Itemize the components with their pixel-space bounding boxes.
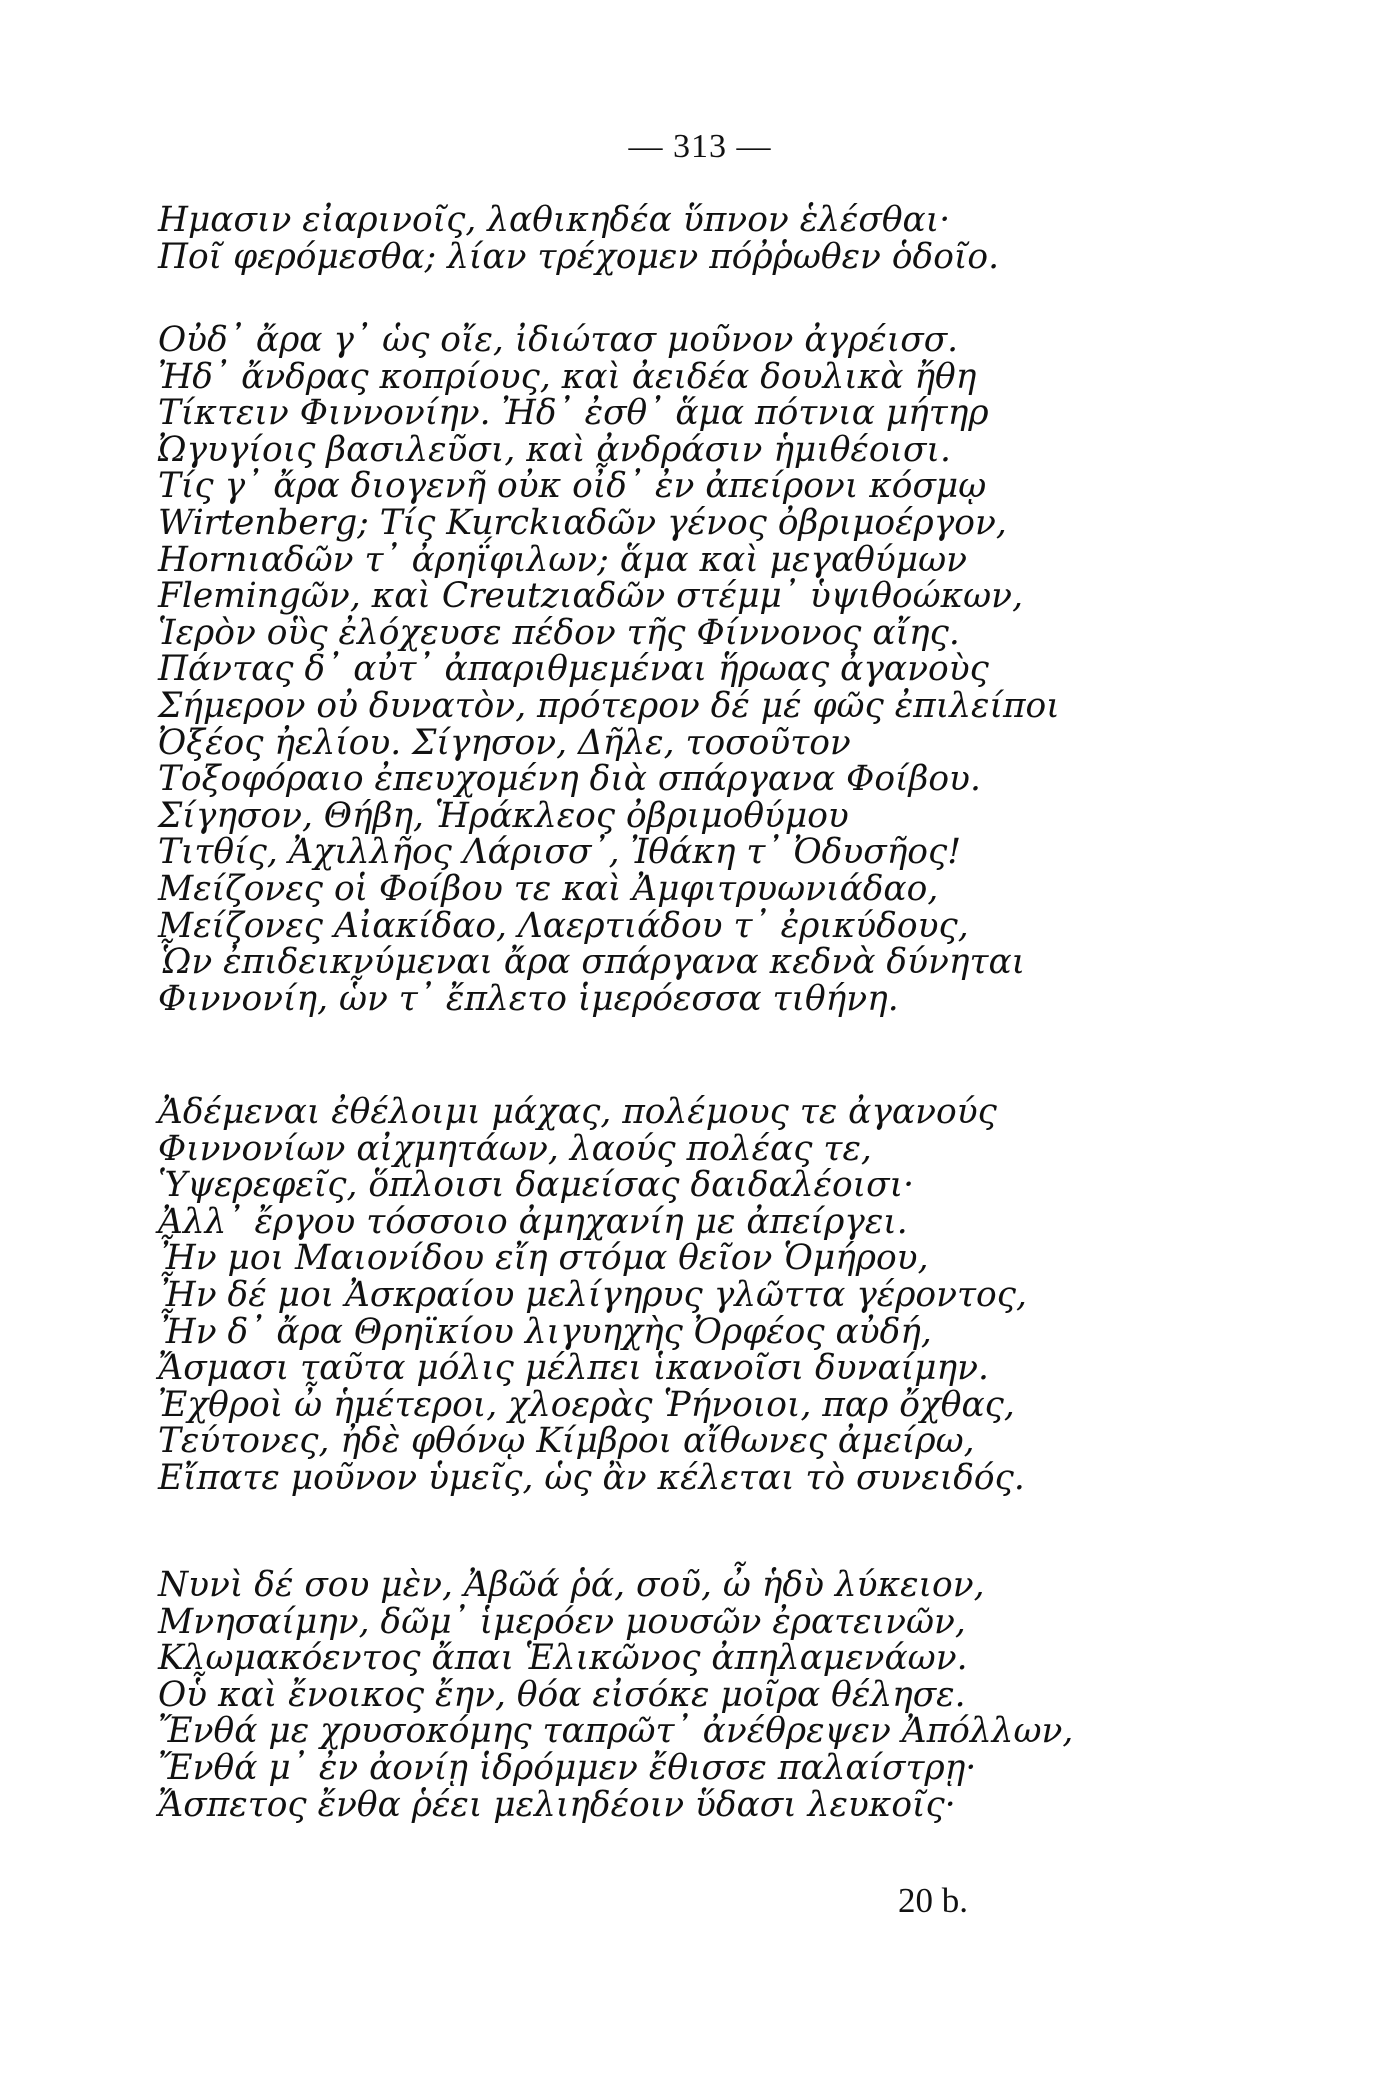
verse-line: Ἄσμασι ταῦτα μόλις μέλπει ἱκανοῖσι δυναίμην.: [158, 1348, 989, 1389]
stanza: [158, 1567, 1298, 1823]
verse-line: Νυνὶ δέ σου μὲν, Ἀβῶά ῥά, σοῦ, ὦ ἡδὺ λύκειον,: [158, 1565, 985, 1605]
verse-line: Ἦν δέ μοι Ἀσκραίου μελίγηρυς γλῶττα γέροντος,: [158, 1274, 1027, 1315]
verse-line: Ἦν μοι Μαιονίδου εἴη στόμα θεῖον Ὁμήρου,: [158, 1238, 929, 1279]
verse-line: Σίγησον, Θήβη, Ἡράκλεος ὀβριμοθύμου: [158, 795, 849, 836]
verse-line: Τίς γ᾽ ἄρα διογενῆ οὐκ οἶδ᾽ ἐν ἀπείρονι κόσμῳ: [158, 466, 987, 507]
verse-line: Σήμερον οὐ δυνατὸν, πρότερον δέ μέ φῶς ἐπιλείποι: [158, 685, 1060, 726]
verse-line: Wirtenberg; Τίς Kurckιαδῶν γένος ὀβριμοέργον,: [158, 502, 1007, 543]
verse-line: Ποῖ φερόμεσθα; λίαν τρέχομεν πόῤῥωθεν ὁδοῖο.: [158, 236, 1000, 277]
verse-line: Τίκτειν Φιννονίην. Ἠδ᾽ ἐσθ᾽ ἅμα πότνια μήτηρ: [158, 393, 989, 434]
verse-line: Ἄσπετος ἔνθα ῥέει μελιηδέοιν ὕδασι λευκοῖς·: [158, 1784, 956, 1825]
verse-line: Πάντας δ᾽ αὐτ᾽ ἀπαριθμεμέναι ἥρωας ἀγανοὺς: [158, 649, 989, 690]
verse-line: Ἐχθροὶ ὦ ἡμέτεροι, χλοερὰς Ῥήνοιοι, παρ ὄχθας,: [158, 1384, 1015, 1425]
verse-line: Ἀδέμεναι ἐθέλοιμι μάχας, πολέμους τε ἀγανούς: [158, 1092, 997, 1132]
verse-line: Μείζονες οἱ Φοίβου τε καὶ Ἀμφιτρυωνιάδαο,: [158, 868, 939, 909]
verse-line: Ὑψερεφεῖς, ὅπλοισι δαμείσας δαιδαλέοισι·: [158, 1165, 915, 1206]
verse-line: Τεύτονες, ἠδὲ φθόνῳ Κίμβροι αἴθωνες ἀμείρω,: [158, 1421, 975, 1462]
verse-line: Ὠγυγίοις βασιλεῦσι, καὶ ἀνδράσιν ἡμιθέοισι.: [158, 429, 951, 470]
verse-line: Φιννονίων αἰχμητάων, λαούς πολέας τε,: [158, 1128, 872, 1169]
verse-line: Μείζονες Αἰακίδαο, Λαερτιάδου τ᾽ ἐρικύδους,: [158, 905, 969, 946]
page-number: — 313 —: [628, 128, 772, 165]
verse-line: Ὀξέος ἠελίου. Σίγησον, Δῆλε, τοσοῦτον: [158, 722, 851, 763]
verse-line: Ἀλλ᾽ ἔργου τόσσοιο ἀμηχανίη με ἀπείργει.: [158, 1201, 908, 1242]
verse-line: Κλωμακόεντος ἄπαι Ἑλικῶνος ἀπηλαμενάων.: [158, 1638, 968, 1679]
verse-line: Hornιαδῶν τ᾽ ἀρηΐφιλων; ἅμα καὶ μεγαθύμων: [158, 539, 968, 580]
verse-line: Οὐδ᾽ ἄρα γ᾽ ὡς οἴε, ἰδιώτασ μοῦνον ἀγρέισσ.: [158, 320, 959, 360]
verse-line: Ἦν δ᾽ ἄρα Θρηϊκίου λιγυηχὴς Ὀρφέος αὐδή,: [158, 1311, 932, 1352]
verse-line: Τοξοφόραιο ἐπευχομένη διὰ σπάργανα Φοίβου.: [158, 759, 981, 800]
verse-line: Flemingῶν, καὶ Creutzιαδῶν στέμμ᾽ ὑψιθοώκων,: [158, 576, 1024, 617]
verse-line: Μνησαίμην, δῶμ᾽ ἱμερόεν μουσῶν ἐρατεινῶν,: [158, 1601, 966, 1642]
verse-line: Οὗ καὶ ἔνοικος ἔην, θόα εἰσόκε μοῖρα θέλησε.: [158, 1674, 966, 1715]
verse-line: Ὧν ἐπιδεικνύμεναι ἄρα σπάργανα κεδνὰ δύνηται: [158, 942, 1026, 983]
stanza: [158, 322, 1298, 1017]
stanza: [158, 202, 1298, 275]
verse-line: Φιννονίη, ὧν τ᾽ ἔπλετο ἱμερόεσσα τιθήνη.: [158, 978, 899, 1019]
signature-mark: 20 b.: [898, 1881, 968, 1920]
verse-line: Ἔνθά με χρυσοκόμης ταπρῶτ᾽ ἀνέθρεψεν Ἀπόλλων,: [158, 1711, 1074, 1752]
verse-line: Ἔνθά μ᾽ ἐν ἀονίῃ ἱδρόμμεν ἔθισσε παλαίστρῃ·: [158, 1747, 977, 1788]
verse-line: Τιτθίς, Ἀχιλλῆος Λάρισσ᾽, Ἰθάκη τ᾽ Ὀδυσῆος!: [158, 832, 962, 873]
verse-line: Ημασιν εἰαρινοῖς, λαθικηδέα ὕπνον ἑλέσθαι·: [158, 200, 951, 240]
verse-line: Ἠδ᾽ ἄνδρας κοπρίους, καὶ ἀειδέα δουλικὰ ἤθη: [158, 356, 977, 397]
verse-line: Εἴπατε μοῦνον ὑμεῖς, ὡς ἂν κέλεται τὸ συνειδός.: [158, 1457, 1025, 1498]
verse-line: Ἱερὸν οὓς ἐλόχευσε πέδον τῆς Φίννονος αἴης.: [158, 612, 960, 653]
stanza: [158, 1094, 1298, 1497]
